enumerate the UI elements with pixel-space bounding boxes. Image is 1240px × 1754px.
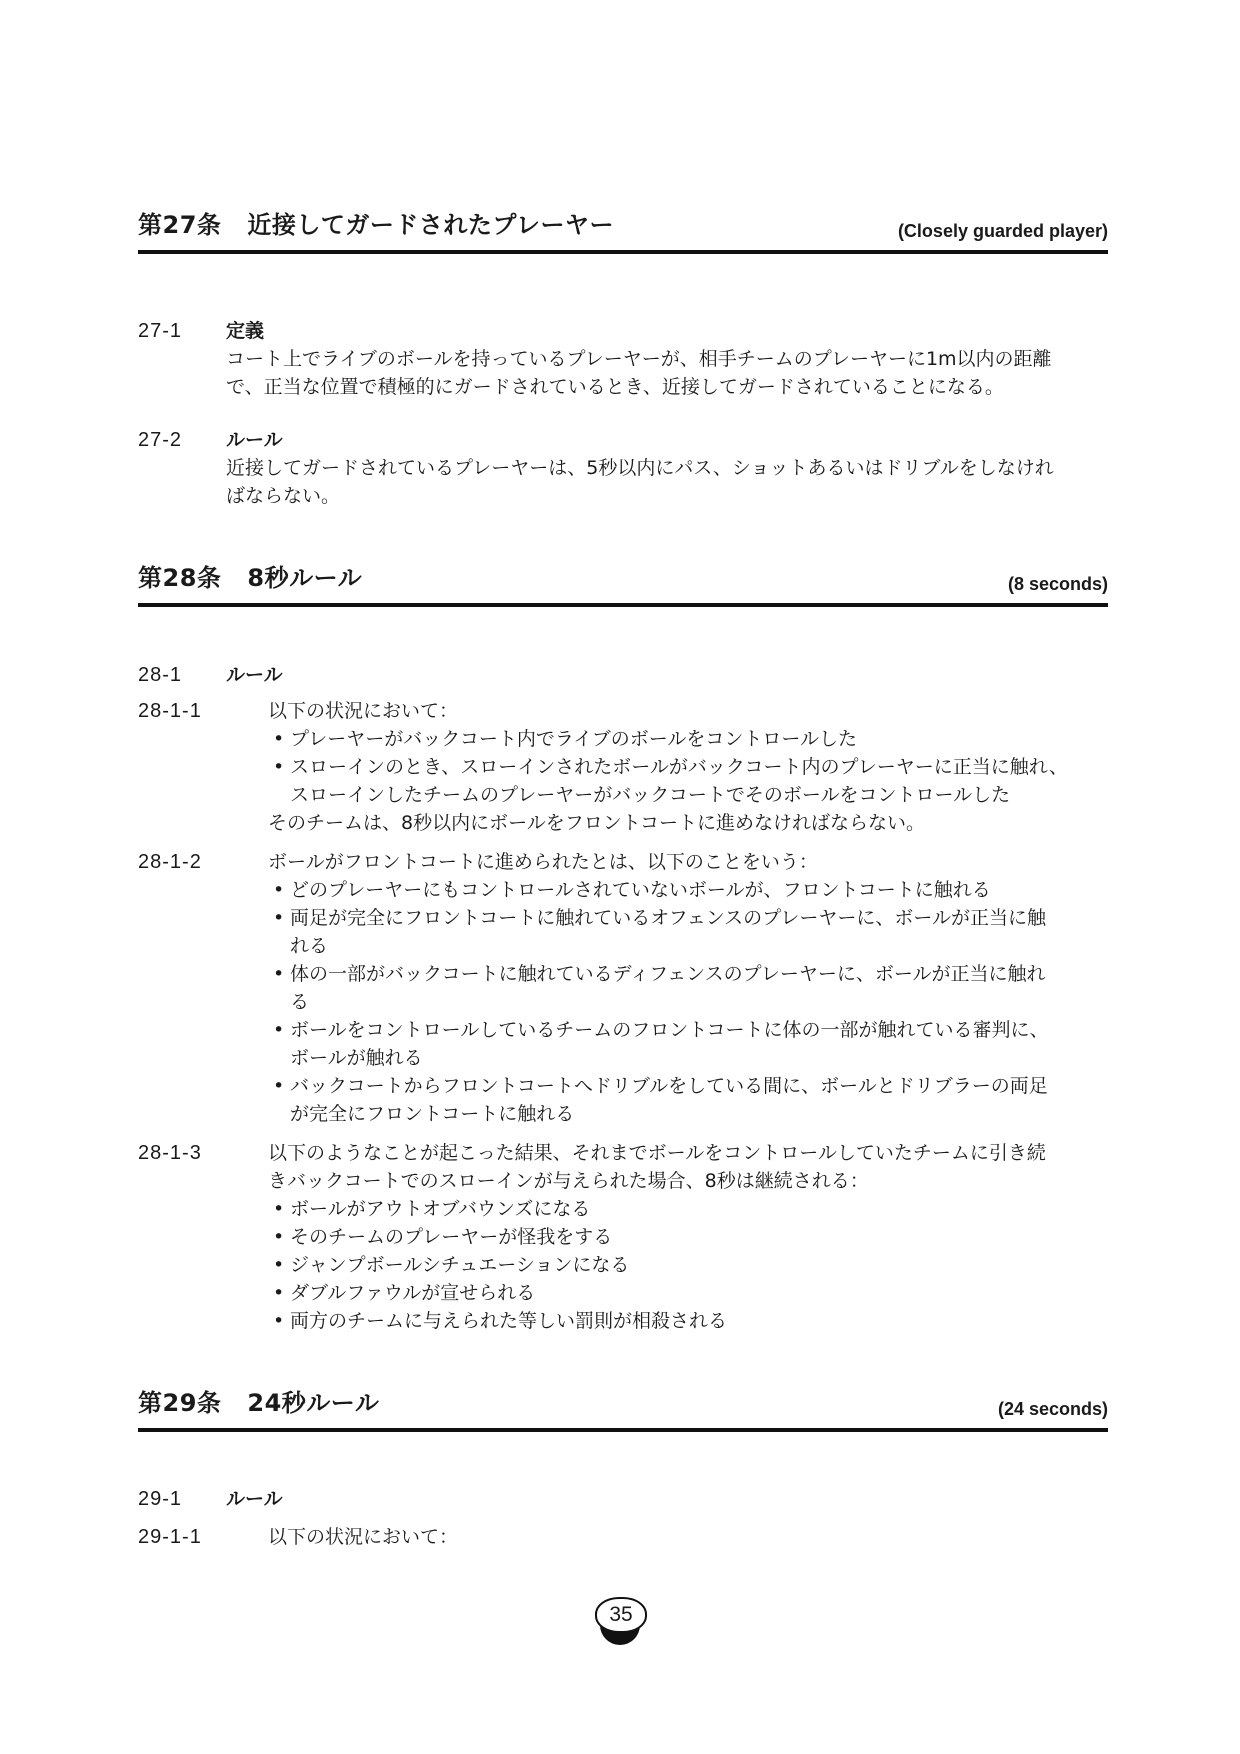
subclause-body	[268, 848, 1108, 1128]
subclause-number: 28-1-3	[138, 1142, 202, 1164]
bullet-item: • 両足が完全にフロントコートに触れているオフェンスのプレーヤーに、ボールが正当に触 れる	[268, 904, 1108, 960]
subclause-number: 28-1-1	[138, 700, 202, 722]
article-english-title: (Closely guarded player)	[897, 221, 1108, 241]
bullet-list	[268, 725, 1108, 809]
bullet-item: • スローインのとき、スローインされたボールがバックコート内のプレーヤーに正当に触れ、 スローインしたチームのプレーヤーがバックコートでそのボールをコントロールした	[268, 753, 1108, 809]
text-line: 近接してガードされているプレーヤーは、5秒以内にパス、ショットあるいはドリブルをしなけれ	[226, 457, 1054, 479]
subclause-number: 29-1-1	[138, 1526, 202, 1548]
article-number: 第29条	[138, 1389, 222, 1417]
text-line: そのチームは、8秒以内にボールをフロントコートに進めなければならない。	[268, 812, 925, 834]
clause-number: 27-2	[138, 429, 183, 451]
article-title: 24秒ルール	[247, 1389, 380, 1417]
bullet-item: • 体の一部がバックコートに触れているディフェンスのプレーヤーに、ボールが正当に触れ る	[268, 960, 1108, 1016]
bullet-item: • どのプレーヤーにもコントロールされていないボールが、フロントコートに触れる	[268, 876, 1108, 904]
clause-heading: ルール	[226, 429, 283, 451]
bullet-list	[268, 1195, 1108, 1335]
clause-body	[226, 345, 1108, 401]
article-title: 近接してガードされたプレーヤー	[247, 211, 614, 239]
bullet-item: • ボールがアウトオブバウンズになる	[268, 1195, 1108, 1223]
subclause-number: 28-1-2	[138, 851, 202, 873]
article-number: 第28条	[138, 564, 222, 592]
bullet-item: • ジャンプボールシチュエーションになる	[268, 1251, 1108, 1279]
article-title: 8秒ルール	[247, 564, 363, 592]
bullet-item: • そのチームのプレーヤーが怪我をする	[268, 1223, 1108, 1251]
bullet-item: • ボールをコントロールしているチームのフロントコートに体の一部が触れている審判に、 ボールが触れる	[268, 1016, 1108, 1072]
bullet-item: • プレーヤーがバックコート内でライブのボールをコントロールした	[268, 725, 1108, 753]
bullet-item: • バックコートからフロントコートへドリブルをしている間に、ボールとドリブラーの両足 が完全にフロントコートに触れる	[268, 1072, 1108, 1128]
clause-heading: ルール	[226, 664, 283, 686]
page-number: 35	[595, 1597, 647, 1633]
subclause-body	[268, 1523, 1108, 1551]
text-line: 以下のようなことが起こった結果、それまでボールをコントロールしていたチームに引き続	[268, 1142, 1046, 1164]
bullet-item: • 両方のチームに与えられた等しい罰則が相殺される	[268, 1307, 1108, 1335]
clause-heading: ルール	[226, 1488, 283, 1510]
text-line: ばならない。	[226, 485, 341, 507]
text-line: で、正当な位置で積極的にガードされているとき、近接してガードされていることになる。	[226, 376, 1004, 398]
clause-body	[226, 454, 1108, 510]
article-27-heading	[138, 210, 1108, 254]
bullet-item: • ダブルファウルが宣せられる	[268, 1279, 1108, 1307]
page-number-badge	[595, 1597, 645, 1657]
clause-heading: 定義	[226, 320, 265, 342]
bullet-list	[268, 876, 1108, 1128]
article-english-title: (8 seconds)	[1007, 574, 1108, 594]
subclause-body	[268, 1139, 1108, 1335]
article-number: 第27条	[138, 211, 222, 239]
clause-number: 28-1	[138, 664, 183, 686]
subclause-body	[268, 697, 1108, 837]
text-line: ボールがフロントコートに進められたとは、以下のことをいう：	[268, 851, 818, 873]
article-english-title: (24 seconds)	[997, 1399, 1108, 1419]
text-line: きバックコートでのスローインが与えられた場合、8秒は継続される：	[268, 1170, 869, 1192]
article-29-heading	[138, 1388, 1108, 1432]
clause-number: 29-1	[138, 1488, 183, 1510]
text-line: コート上でライブのボールを持っているプレーヤーが、相手チームのプレーヤーに1m以内の距離	[226, 348, 1052, 370]
text-line: 以下の状況において：	[268, 700, 459, 722]
text-line: 以下の状況において：	[268, 1526, 459, 1548]
clause-number: 27-1	[138, 320, 183, 342]
article-28-heading	[138, 563, 1108, 607]
